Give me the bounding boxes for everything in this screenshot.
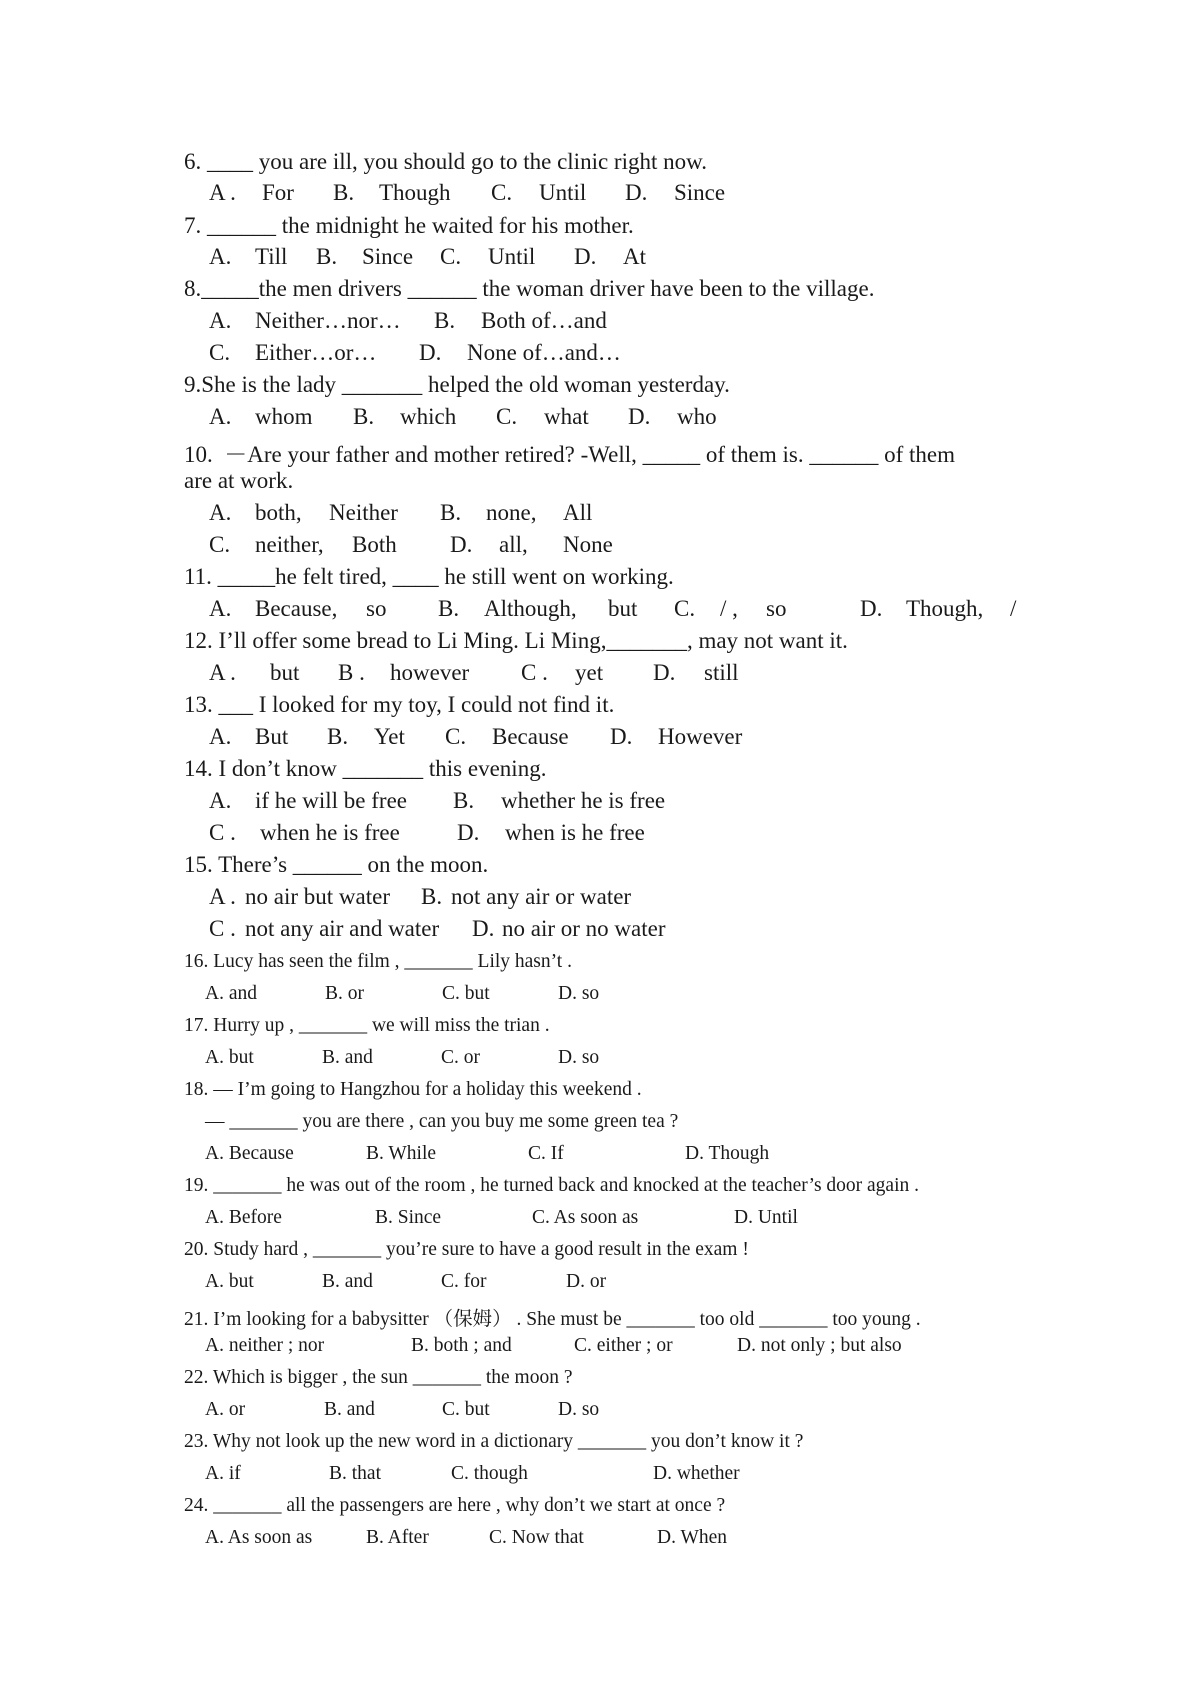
- q9-option-d-letter: D.: [628, 404, 651, 429]
- q9-option-a-letter: A.: [209, 404, 232, 429]
- question-7: 7. ______ the midnight he waited for his mother.: [184, 213, 634, 238]
- q8-option-d-text: None of…and…: [467, 340, 621, 365]
- q10-option-a-letter: A.: [209, 500, 232, 525]
- q11-option-a-text-1: Because,: [255, 596, 338, 621]
- q12-option-c-letter: C .: [521, 660, 548, 685]
- q22-option-d: D. so: [558, 1399, 600, 1420]
- q14-option-c-text: when he is free: [260, 820, 400, 845]
- q16-option-d: D. so: [558, 983, 600, 1004]
- q24-option-a: A. As soon as: [205, 1527, 313, 1548]
- q10-option-c-text-1: neither,: [255, 532, 324, 557]
- question-23: 23. Why not look up the new word in a dictionary _______ you don’t know it ?: [184, 1431, 804, 1452]
- q14-option-b-text: whether he is free: [501, 788, 666, 813]
- q13-option-b-text: Yet: [374, 724, 405, 749]
- q12-option-d-letter: D.: [653, 660, 676, 685]
- q16-option-c: C. but: [442, 983, 490, 1004]
- q7-option-b-letter: B.: [316, 244, 338, 269]
- q15-option-d-text: no air or no water: [502, 916, 666, 941]
- q7-option-d-text: At: [623, 244, 646, 269]
- q10-option-b-letter: B.: [440, 500, 462, 525]
- q13-option-d-letter: D.: [610, 724, 633, 749]
- question-6: 6. ____ you are ill, you should go to the clinic right now.: [184, 149, 707, 174]
- question-24: 24. _______ all the passengers are here , why don’t we start at once ?: [184, 1495, 726, 1516]
- q6-option-a-letter: A .: [209, 180, 236, 205]
- q8-option-c-letter: C.: [209, 340, 231, 365]
- q14-option-d-letter: D.: [457, 820, 480, 845]
- q24-option-b: B. After: [366, 1527, 429, 1548]
- q21-option-c: C. either ; or: [574, 1335, 673, 1356]
- q11-option-b-text-1: Although,: [484, 596, 577, 621]
- q11-option-c-text-1: / ,: [720, 596, 738, 621]
- q8-option-b-text: Both of…and: [481, 308, 607, 333]
- q8-option-b-letter: B.: [434, 308, 456, 333]
- q24-option-d: D. When: [657, 1527, 728, 1548]
- question-9: 9.She is the lady _______ helped the old woman yesterday.: [184, 372, 730, 397]
- q15-option-b-letter: B.: [421, 884, 443, 909]
- q23-option-a: A. if: [205, 1463, 241, 1484]
- q20-option-a: A. but: [205, 1271, 254, 1292]
- q12-option-d-text: still: [704, 660, 739, 685]
- q19-option-c: C. As soon as: [532, 1207, 639, 1228]
- question-20: 20. Study hard , _______ you’re sure to have a good result in the exam !: [184, 1239, 749, 1260]
- q10-option-c-letter: C.: [209, 532, 231, 557]
- q15-option-a-letter: A .: [209, 884, 236, 909]
- q14-option-d-text: when is he free: [505, 820, 645, 845]
- question-22: 22. Which is bigger , the sun _______ the moon ?: [184, 1367, 573, 1388]
- q18-option-c: C. If: [528, 1143, 564, 1164]
- question-16: 16. Lucy has seen the film , _______ Lily hasn’t .: [184, 951, 572, 972]
- q13-option-d-text: However: [658, 724, 743, 749]
- q23-option-b: B. that: [329, 1463, 381, 1484]
- q13-option-a-text: But: [255, 724, 289, 749]
- question-21: 21. I’m looking for a babysitter （保姆） . She must be _______ too old _______ too young .: [184, 1309, 921, 1330]
- q19-option-a: A. Before: [205, 1207, 282, 1228]
- q16-option-a: A. and: [205, 983, 257, 1004]
- q8-option-a-letter: A.: [209, 308, 232, 333]
- q7-option-c-text: Until: [488, 244, 536, 269]
- q7-option-a-text: Till: [255, 244, 288, 269]
- q8-option-a-text: Neither…nor…: [255, 308, 401, 333]
- q6-option-d-letter: D.: [625, 180, 648, 205]
- q22-option-b: B. and: [324, 1399, 375, 1420]
- q6-option-c-text: Until: [539, 180, 587, 205]
- q7-option-d-letter: D.: [574, 244, 597, 269]
- q10-option-d-text-1: all,: [499, 532, 528, 557]
- q11-option-b-text-2: but: [608, 596, 638, 621]
- question-17: 17. Hurry up , _______ we will miss the trian .: [184, 1015, 550, 1036]
- q15-option-b-text: not any air or water: [451, 884, 632, 909]
- q10-option-b-text-2: All: [563, 500, 593, 525]
- q6-option-d-text: Since: [674, 180, 726, 205]
- q17-option-d: D. so: [558, 1047, 600, 1068]
- question-10: 10. －Are your father and mother retired? -Well, _____ of them is. ______ of them: [184, 442, 955, 467]
- q9-option-c-text: what: [544, 404, 589, 429]
- question-19: 19. _______ he was out of the room , he turned back and knocked at the teacher’s door again .: [184, 1175, 920, 1196]
- q11-option-a-text-2: so: [366, 596, 387, 621]
- q18-option-a: A. Because: [205, 1143, 294, 1164]
- question-10-continued: are at work.: [184, 468, 294, 493]
- q9-option-a-text: whom: [255, 404, 313, 429]
- q15-option-a-text: no air but water: [245, 884, 390, 909]
- q14-option-b-letter: B.: [453, 788, 475, 813]
- q6-option-b-letter: B.: [333, 180, 355, 205]
- q20-option-d: D. or: [566, 1271, 607, 1292]
- q13-option-a-letter: A.: [209, 724, 232, 749]
- q11-option-c-letter: C.: [674, 596, 696, 621]
- question-11: 11. _____he felt tired, ____ he still went on working.: [184, 564, 674, 589]
- q10-option-a-text-2: Neither: [329, 500, 398, 525]
- q13-option-c-letter: C.: [445, 724, 467, 749]
- q23-option-c: C. though: [451, 1463, 528, 1484]
- q11-option-d-text-2: /: [1010, 596, 1017, 621]
- q12-option-a-text: but: [270, 660, 300, 685]
- q11-option-a-letter: A.: [209, 596, 232, 621]
- q7-option-a-letter: A.: [209, 244, 232, 269]
- q10-option-b-text-1: none,: [486, 500, 537, 525]
- q13-option-c-text: Because: [492, 724, 569, 749]
- q6-option-c-letter: C.: [491, 180, 513, 205]
- question-14: 14. I don’t know _______ this evening.: [184, 756, 547, 781]
- q6-option-a-text: For: [262, 180, 294, 205]
- q21-option-b: B. both ; and: [411, 1335, 512, 1356]
- q21-option-d: D. not only ; but also: [737, 1335, 902, 1356]
- q23-option-d: D. whether: [653, 1463, 740, 1484]
- q20-option-b: B. and: [322, 1271, 373, 1292]
- q12-option-b-text: however: [390, 660, 470, 685]
- q7-option-c-letter: C.: [440, 244, 462, 269]
- q14-option-a-letter: A.: [209, 788, 232, 813]
- q15-option-c-text: not any air and water: [245, 916, 440, 941]
- q11-option-b-letter: B.: [438, 596, 460, 621]
- q12-option-c-text: yet: [575, 660, 604, 685]
- q10-option-d-letter: D.: [450, 532, 473, 557]
- q13-option-b-letter: B.: [327, 724, 349, 749]
- q17-option-c: C. or: [441, 1047, 480, 1068]
- q22-option-a: A. or: [205, 1399, 246, 1420]
- q19-option-b: B. Since: [375, 1207, 442, 1228]
- q24-option-c: C. Now that: [489, 1527, 584, 1548]
- q10-option-c-text-2: Both: [352, 532, 397, 557]
- q20-option-c: C. for: [441, 1271, 487, 1292]
- question-13: 13. ___ I looked for my toy, I could not find it.: [184, 692, 615, 717]
- q9-option-d-text: who: [677, 404, 717, 429]
- q15-option-d-letter: D.: [472, 916, 495, 941]
- q10-option-a-text-1: both,: [255, 500, 302, 525]
- q8-option-d-letter: D.: [419, 340, 442, 365]
- q11-option-d-text-1: Though,: [906, 596, 984, 621]
- question-8: 8._____the men drivers ______ the woman driver have been to the village.: [184, 276, 875, 301]
- q18-option-b: B. While: [366, 1143, 437, 1164]
- q21-option-a: A. neither ; nor: [205, 1335, 325, 1356]
- q15-option-c-letter: C .: [209, 916, 236, 941]
- q16-option-b: B. or: [325, 983, 364, 1004]
- q19-option-d: D. Until: [734, 1207, 798, 1228]
- q6-option-b-text: Though: [379, 180, 451, 205]
- question-18-continued: — _______ you are there , can you buy me some green tea ?: [205, 1111, 679, 1132]
- q9-option-b-text: which: [400, 404, 457, 429]
- q18-option-d: D. Though: [685, 1143, 770, 1164]
- q17-option-a: A. but: [205, 1047, 254, 1068]
- q8-option-c-text: Either…or…: [255, 340, 377, 365]
- q22-option-c: C. but: [442, 1399, 490, 1420]
- q9-option-c-letter: C.: [496, 404, 518, 429]
- q10-option-d-text-2: None: [563, 532, 613, 557]
- q12-option-b-letter: B .: [338, 660, 365, 685]
- q12-option-a-letter: A .: [209, 660, 236, 685]
- q17-option-b: B. and: [322, 1047, 373, 1068]
- question-18: 18. — I’m going to Hangzhou for a holiday this weekend .: [184, 1079, 642, 1100]
- q7-option-b-text: Since: [362, 244, 414, 269]
- q14-option-a-text: if he will be free: [255, 788, 407, 813]
- q9-option-b-letter: B.: [353, 404, 375, 429]
- question-15: 15. There’s ______ on the moon.: [184, 852, 489, 877]
- question-12: 12. I’ll offer some bread to Li Ming. Li Ming,_______, may not want it.: [184, 628, 848, 653]
- q14-option-c-letter: C .: [209, 820, 236, 845]
- q11-option-d-letter: D.: [860, 596, 883, 621]
- q11-option-c-text-2: so: [766, 596, 787, 621]
